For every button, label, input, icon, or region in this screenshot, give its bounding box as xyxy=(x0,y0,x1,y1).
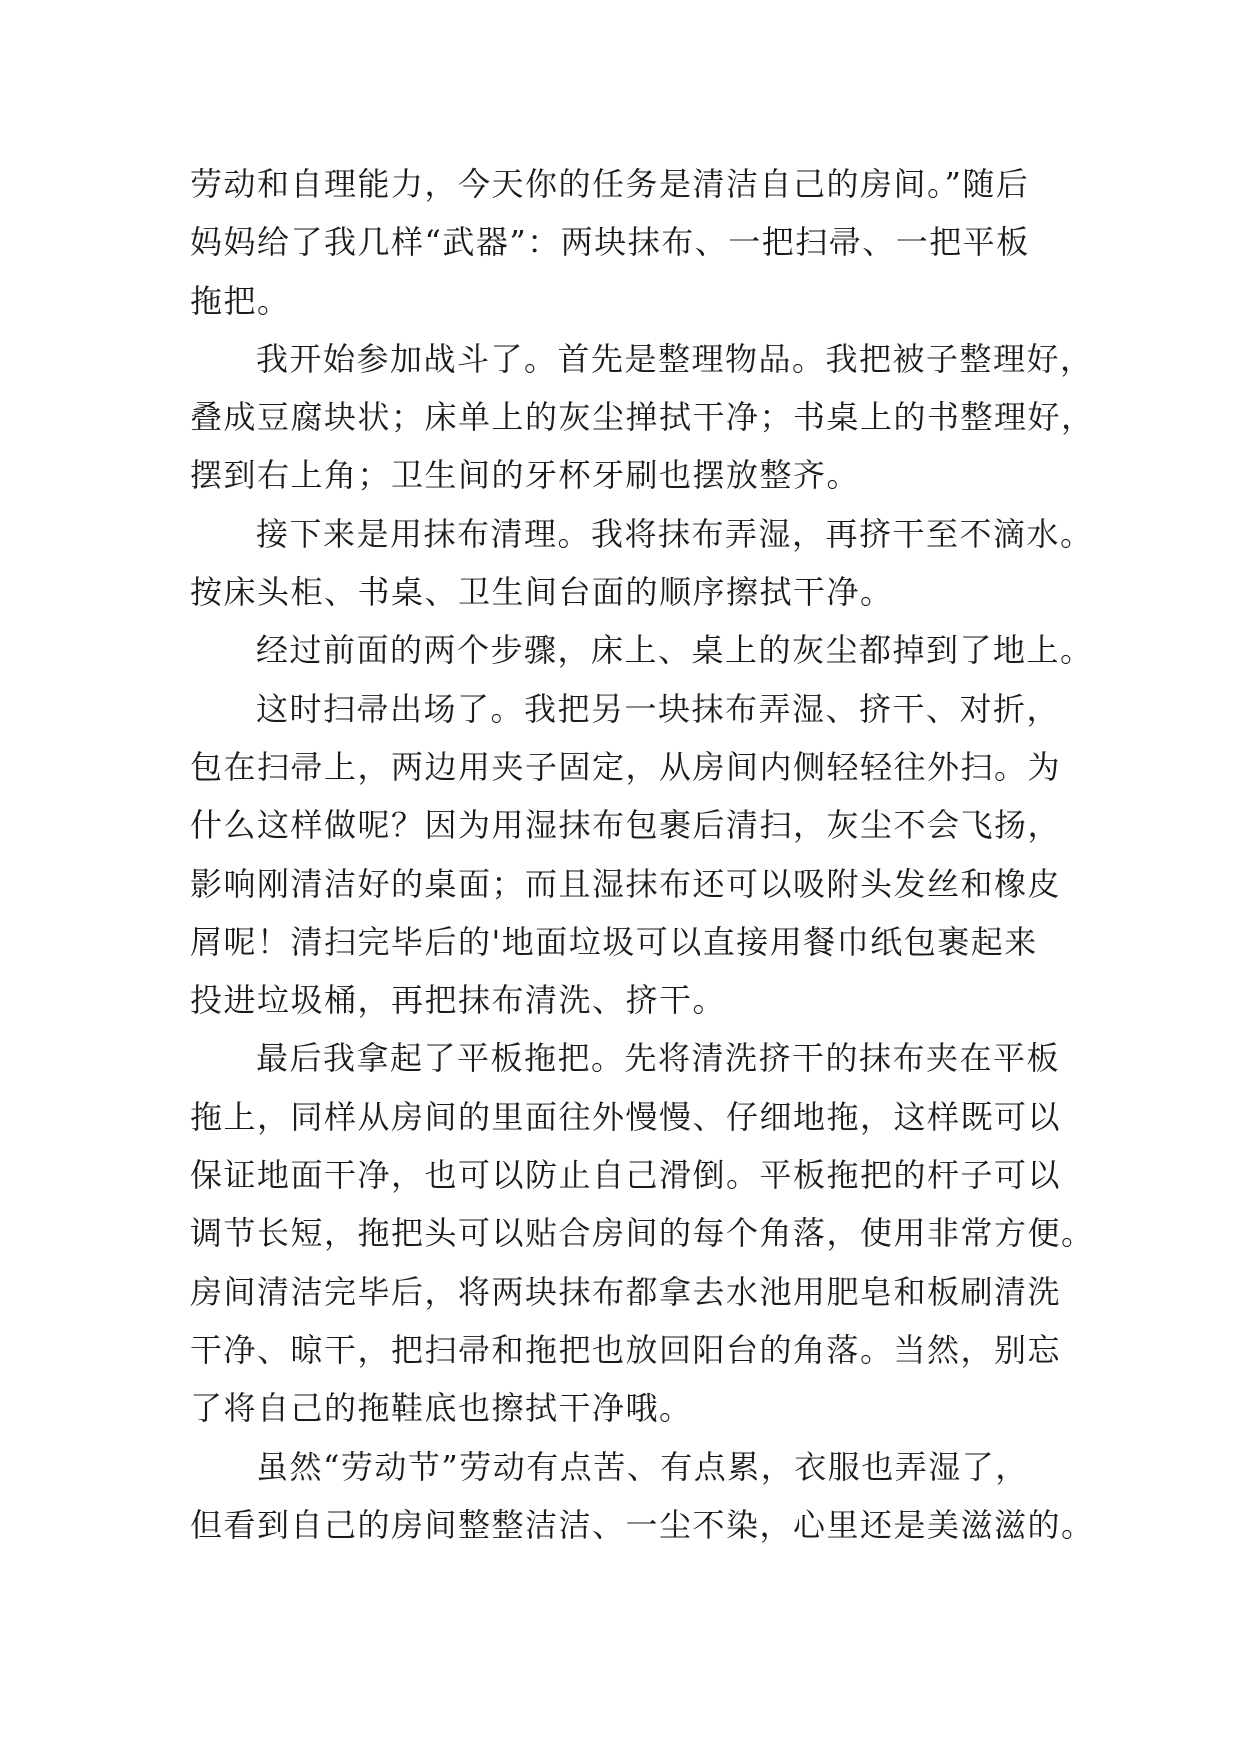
text-line: 拖把。 xyxy=(190,281,291,320)
text-line: 按床头柜、书桌、卫生间台面的顺序擦拭干净。 xyxy=(190,573,894,612)
text-line: 干净、晾干，把扫帚和拖把也放回阳台的角落。当然，别忘 xyxy=(190,1330,1062,1369)
text-line: 房间清洁完毕后，将两块抹布都拿去水池用肥皂和板刷清洗 xyxy=(190,1272,1062,1311)
text-line: 这时扫帚出场了。我把另一块抹布弄湿、挤干、对折， xyxy=(256,689,1061,728)
text-line: 劳动和自理能力，今天你的任务是清洁自己的房间。”随后 xyxy=(190,165,1030,203)
text-line: 虽然“劳动节”劳动有点苦、有点累，衣服也弄湿了， xyxy=(256,1447,1029,1486)
text-line: 拖上，同样从房间的里面往外慢慢、仔细地拖，这样既可以 xyxy=(190,1097,1062,1136)
paragraph-3 xyxy=(190,505,1094,622)
text-line: 接下来是用抹布清理。我将抹布弄湿，再挤干至不滴水。 xyxy=(256,514,1094,553)
paragraph-5 xyxy=(190,680,1070,1030)
text-line: 妈妈给了我几样“武器”：两块抹布、一把扫帚、一把平板 xyxy=(190,223,1030,262)
paragraph-4 xyxy=(190,621,1094,679)
paragraph-7 xyxy=(190,1438,1095,1555)
document-body xyxy=(190,155,1095,1554)
text-line: 什么这样做呢？因为用湿抹布包裹后清扫，灰尘不会飞扬， xyxy=(190,806,1062,845)
paragraph-6 xyxy=(190,1029,1095,1437)
paragraph-2 xyxy=(190,330,1095,505)
text-line: 我开始参加战斗了。首先是整理物品。我把被子整理好， xyxy=(256,339,1094,378)
text-line: 包在扫帚上，两边用夹子固定，从房间内侧轻轻往外扫。为 xyxy=(190,747,1062,786)
text-line: 最后我拿起了平板拖把。先将清洗挤干的抹布夹在平板 xyxy=(256,1039,1061,1078)
text-line: 但看到自己的房间整整洁洁、一尘不染，心里还是美滋滋的。 xyxy=(190,1505,1095,1544)
text-line: 投进垃圾桶，再把抹布清洗、挤干。 xyxy=(190,981,727,1020)
text-line: 叠成豆腐块状；床单上的灰尘掸拭干净；书桌上的书整理好， xyxy=(190,398,1095,437)
text-line: 调节长短，拖把头可以贴合房间的每个角落，使用非常方便。 xyxy=(190,1214,1095,1253)
text-line: 了将自己的拖鞋底也擦拭干净哦。 xyxy=(190,1389,693,1428)
text-line: 影响刚清洁好的桌面；而且湿抹布还可以吸附头发丝和橡皮 xyxy=(190,864,1062,903)
text-line: 保证地面干净，也可以防止自己滑倒。平板拖把的杆子可以 xyxy=(190,1156,1062,1195)
text-line: 摆到右上角；卫生间的牙杯牙刷也摆放整齐。 xyxy=(190,456,861,495)
paragraph-1 xyxy=(190,155,1070,330)
text-line: 屑呢！清扫完毕后的'地面垃圾可以直接用餐巾纸包裹起来 xyxy=(190,922,1038,961)
text-line: 经过前面的两个步骤，床上、桌上的灰尘都掉到了地上。 xyxy=(256,631,1094,670)
